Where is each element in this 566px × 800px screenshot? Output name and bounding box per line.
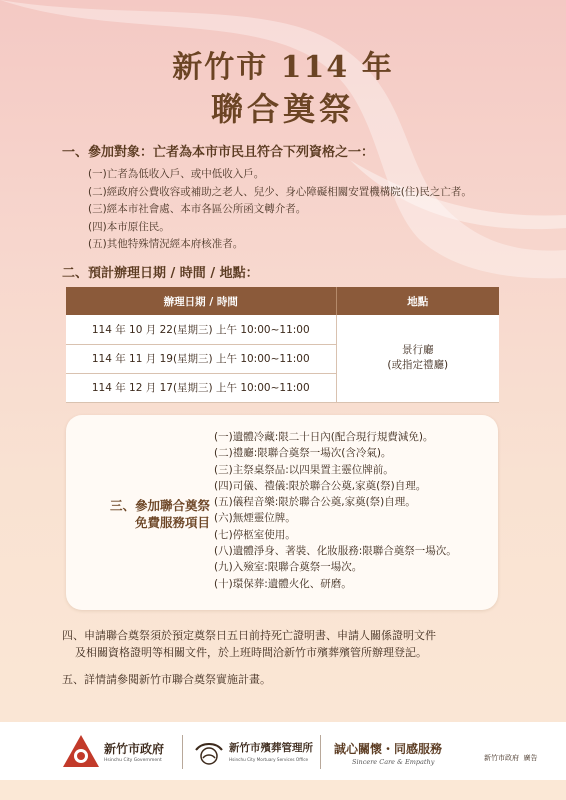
location-name: 景行廳: [402, 344, 434, 357]
hsinchu-city-logo-icon: [62, 734, 100, 768]
list-item: (三)經本市社會處、本市各區公所函文轉介者。: [88, 203, 307, 215]
schedule-table: [66, 287, 499, 403]
divider: [182, 735, 183, 769]
section4-line2: 及相關資格證明等相關文件，於上班時間洽新竹市殯葬殯管所辦理登記。: [75, 645, 427, 659]
table-header-date: 辦理日期 / 時間: [66, 287, 336, 315]
section4-line1: 四、申請聯合奠祭須於預定奠祭日五日前持死亡證明書、申請人關係證明文件: [62, 629, 436, 642]
table-cell-location: [336, 315, 499, 402]
mortuary-office-subtitle: Hsinchu City Mortuary Services Office: [229, 757, 309, 762]
section3-heading: [80, 497, 210, 531]
table-row: [66, 315, 499, 344]
list-item: (五)儀程音樂:限於聯合公奠,家奠(祭)自理。: [214, 496, 416, 509]
table-header-row: [66, 287, 499, 315]
section4-text: [62, 628, 436, 661]
list-item: (十)環保葬:遺體火化、研磨。: [214, 577, 352, 590]
section1-heading: 一、參加對象：亡者為本市市民且符合下列資格之一：: [62, 145, 375, 160]
list-item: (六)無煙靈位牌。: [214, 512, 296, 525]
city-government-name: 新竹市政府: [104, 742, 165, 756]
list-item: (五)其他特殊情況經本府核准者。: [88, 238, 244, 250]
table-cell-date: 114 年 11 月 19(星期三) 上午 10:00~11:00: [66, 344, 336, 373]
section5-text: 五、詳情請參閱新竹市聯合奠祭實施計畫。: [62, 673, 271, 686]
ad-label: 新竹市政府 廣告: [484, 754, 538, 762]
table-header-location: 地點: [336, 287, 499, 315]
list-item: (二)經政府公費收容或補助之老人、兒少、身心障礙相關安置機構院(住)民之亡者。: [88, 185, 472, 198]
services-list: [214, 429, 457, 592]
slogan: 誠心關懷・同感服務: [334, 742, 443, 756]
list-item: (八)遺體淨身、著裝、化妝服務:限聯合奠祭一場次。: [214, 545, 457, 558]
list-item: (三)主祭桌祭品:以四果置主靈位牌前。: [214, 463, 394, 476]
eligibility-list: [88, 166, 472, 254]
location-alt: (或指定禮廳): [387, 359, 449, 372]
list-item: (九)入殮室:限聯合奠祭一場次。: [214, 561, 363, 574]
list-item: (四)本市原住民。: [88, 220, 170, 233]
city-government-subtitle: Hsinchu City Government: [104, 758, 162, 763]
section2-heading: 二、預計辦理日期 / 時間 / 地點：: [62, 266, 259, 281]
list-item: (一)亡者為低收入戶、或中低收入戶。: [88, 168, 265, 180]
mortuary-office-name: 新竹市殯葬管理所: [229, 742, 313, 754]
slogan-subtitle: Sincere Care & Empathy: [352, 758, 435, 766]
mortuary-office-logo-icon: [194, 738, 224, 768]
table-cell-date: 114 年 10 月 22(星期三) 上午 10:00~11:00: [66, 315, 336, 344]
section3-heading-line1: 三、參加聯合奠祭: [109, 498, 210, 513]
table-cell-date: 114 年 12 月 17(星期三) 上午 10:00~11:00: [66, 373, 336, 402]
list-item: (七)停柩室使用。: [214, 528, 296, 541]
divider: [320, 735, 321, 769]
list-item: (一)遺體冷藏:限二十日內(配合現行規費減免)。: [214, 431, 434, 443]
list-item: (四)司儀、禮儀:限於聯合公奠,家奠(祭)自理。: [214, 479, 427, 492]
list-item: (二)禮廳:限聯合奠祭一場次(含冷氣)。: [214, 447, 392, 460]
page-title-line1: 新竹市 114 年: [172, 50, 394, 85]
page-title-line2: 聯合奠祭: [210, 90, 355, 128]
section3-heading-line2: 免費服務項目: [134, 515, 210, 530]
